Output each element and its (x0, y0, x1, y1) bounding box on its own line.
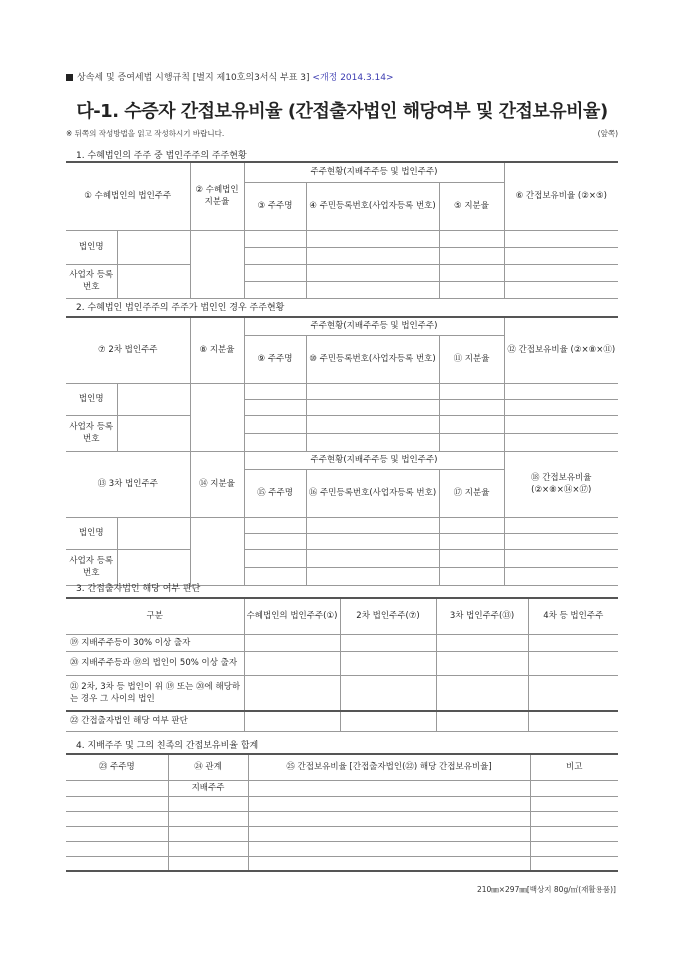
reg-number-input[interactable] (117, 415, 190, 451)
cell[interactable] (306, 415, 439, 433)
row-corp-name: 법인명 (66, 230, 117, 264)
cell[interactable] (244, 517, 306, 533)
col-group-shareholders: 주주현황(지배주주등 및 법인주주) (244, 162, 504, 182)
cell[interactable] (66, 780, 168, 796)
ratio-input[interactable] (190, 230, 244, 298)
cell[interactable] (436, 675, 528, 711)
cell[interactable] (530, 796, 618, 811)
cell[interactable] (244, 247, 306, 264)
col-corp-shareholder: ① 수혜법인의 법인주주 (66, 162, 190, 230)
cell[interactable] (244, 711, 340, 731)
col-3rd-corp: 3차 법인주주(⑬) (436, 598, 528, 634)
cell[interactable] (244, 533, 306, 549)
cell[interactable] (436, 711, 528, 731)
cell[interactable] (66, 796, 168, 811)
cell[interactable] (439, 517, 504, 533)
reg-number-input[interactable] (117, 549, 190, 585)
cell[interactable] (248, 826, 530, 841)
section-2-table (66, 316, 618, 586)
row-reg-number: 사업자 등록번호 (66, 264, 117, 298)
cell[interactable] (436, 634, 528, 651)
cell[interactable] (436, 651, 528, 675)
cell[interactable] (439, 281, 504, 298)
cell[interactable] (248, 856, 530, 871)
col-ratio: ⑤ 지분율 (439, 182, 504, 230)
cell[interactable] (244, 651, 340, 675)
section-3-table (66, 597, 618, 732)
corp-name-input[interactable] (117, 383, 190, 415)
ratio-input[interactable] (190, 517, 244, 585)
cell[interactable] (244, 264, 306, 281)
cell[interactable] (244, 675, 340, 711)
cell[interactable] (244, 383, 306, 399)
instruction-note: ※ 뒤쪽의 작성방법을 읽고 작성하시기 바랍니다. (66, 129, 225, 138)
row-criteria-20: ⑳ 지배주주등과 ⑲의 법인이 50% 이상 출자 (66, 651, 244, 675)
ratio-input[interactable] (190, 383, 244, 451)
cell[interactable] (306, 533, 439, 549)
cell[interactable] (439, 383, 504, 399)
col-share-ratio: ② 수혜법인 지분율 (190, 162, 244, 230)
col-2nd-shareholder: ⑦ 2차 법인주주 (66, 317, 190, 383)
cell[interactable] (504, 549, 618, 567)
cell[interactable] (66, 826, 168, 841)
cell[interactable] (504, 247, 618, 264)
row-criteria-22: ㉒ 간접출자법인 해당 여부 판단 (66, 711, 244, 731)
col-3rd-ratio: ⑭ 지분율 (190, 451, 244, 517)
cell[interactable] (66, 811, 168, 826)
cell[interactable] (168, 841, 248, 856)
cell[interactable] (248, 796, 530, 811)
cell[interactable] (439, 399, 504, 415)
cell[interactable] (504, 230, 618, 247)
col-category: 구분 (66, 598, 244, 634)
cell[interactable] (168, 826, 248, 841)
paper-spec: 210㎜×297㎜[백상지 80g/㎡(재활용품)] (476, 885, 616, 894)
cell[interactable] (504, 533, 618, 549)
cell[interactable] (306, 433, 439, 451)
section-3-heading: 3. 간접출자법인 해당 여부 판단 (76, 584, 201, 594)
cell[interactable] (168, 796, 248, 811)
cell[interactable] (168, 811, 248, 826)
col-reg-number: ⑯ 주민등록번호(사업자등록 번호) (306, 469, 439, 517)
cell[interactable] (439, 533, 504, 549)
cell[interactable] (306, 567, 439, 585)
cell[interactable] (248, 780, 530, 796)
col-shareholder-name: ⑨ 주주명 (244, 335, 306, 383)
section-2-heading: 2. 수혜법인 법인주주의 주주가 법인인 경우 주주현황 (76, 303, 285, 313)
col-2nd-ratio: ⑧ 지분율 (190, 317, 244, 383)
col-3rd-shareholder: ⑬ 3차 법인주주 (66, 451, 190, 517)
cell[interactable] (504, 517, 618, 533)
section-4-heading: 4. 지배주주 및 그의 친족의 간접보유비율 합계 (76, 741, 259, 751)
relation-controlling: 지배주주 (168, 780, 248, 796)
form-header (66, 70, 394, 83)
row-corp-name: 법인명 (66, 517, 117, 549)
cell[interactable] (504, 281, 618, 298)
col-shareholder-name: ⑮ 주주명 (244, 469, 306, 517)
col-indirect-ratio-2: ⑫ 간접보유비율 (②×⑧×⑪) (504, 317, 618, 383)
row-criteria-21: ㉑ 2차, 3차 등 법인이 위 ⑲ 또는 ⑳에 해당하는 경우 그 사이의 법인 (66, 675, 244, 711)
cell[interactable] (66, 841, 168, 856)
cell[interactable] (66, 856, 168, 871)
col-reg-number: ④ 주민등록번호(사업자등록 번호) (306, 182, 439, 230)
cell[interactable] (306, 264, 439, 281)
cell[interactable] (530, 856, 618, 871)
cell[interactable] (528, 651, 618, 675)
cell[interactable] (530, 841, 618, 856)
section-1-heading: 1. 수혜법인의 주주 중 법인주주의 주주현황 (76, 151, 247, 161)
cell[interactable] (306, 281, 439, 298)
cell[interactable] (504, 383, 618, 399)
row-reg-number: 사업자 등록번호 (66, 415, 117, 451)
col-indirect-ratio-sum: ㉕ 간접보유비율 [간접출자법인(㉒) 해당 간접보유비율] (248, 754, 530, 780)
form-reference: 상속세 및 증여세법 시행규칙 [별지 제10호의3서식 부표 3] (77, 73, 310, 83)
cell[interactable] (340, 651, 436, 675)
cell[interactable] (244, 415, 306, 433)
cell[interactable] (340, 711, 436, 731)
row-criteria-19: ⑲ 지배주주등이 30% 이상 출자 (66, 634, 244, 651)
cell[interactable] (504, 433, 618, 451)
cell[interactable] (504, 264, 618, 281)
cell[interactable] (530, 780, 618, 796)
cell[interactable] (244, 281, 306, 298)
cell[interactable] (248, 841, 530, 856)
cell[interactable] (439, 567, 504, 585)
row-reg-number: 사업자 등록번호 (66, 549, 117, 585)
cell[interactable] (168, 856, 248, 871)
cell[interactable] (528, 675, 618, 711)
cell[interactable] (530, 811, 618, 826)
cell[interactable] (244, 567, 306, 585)
cell[interactable] (439, 247, 504, 264)
cell[interactable] (439, 415, 504, 433)
cell[interactable] (306, 383, 439, 399)
cell[interactable] (439, 230, 504, 247)
col-relation: ㉔ 관계 (168, 754, 248, 780)
col-reg-number: ⑩ 주민등록번호(사업자등록 번호) (306, 335, 439, 383)
cell[interactable] (530, 826, 618, 841)
cell[interactable] (244, 549, 306, 567)
cell[interactable] (248, 811, 530, 826)
cell[interactable] (306, 399, 439, 415)
col-shareholder-name: ③ 주주명 (244, 182, 306, 230)
col-ratio: ⑰ 지분율 (439, 469, 504, 517)
col-4th-corp: 4차 등 법인주주 (528, 598, 618, 634)
cell[interactable] (439, 264, 504, 281)
col-2nd-corp: 2차 법인주주(⑦) (340, 598, 436, 634)
col-beneficiary-shareholder: 수혜법인의 법인주주(①) (244, 598, 340, 634)
cell[interactable] (439, 549, 504, 567)
reg-number-input[interactable] (117, 264, 190, 298)
cell[interactable] (340, 675, 436, 711)
section-1-table (66, 161, 618, 299)
page-side: (앞쪽) (597, 129, 618, 138)
row-corp-name: 법인명 (66, 383, 117, 415)
col-indirect-ratio: ⑥ 간접보유비율 (②×⑤) (504, 162, 618, 230)
cell[interactable] (244, 634, 340, 651)
corp-name-input[interactable] (117, 230, 190, 264)
col-group-shareholders: 주주현황(지배주주등 및 법인주주) (244, 317, 504, 335)
cell[interactable] (244, 230, 306, 247)
cell[interactable] (528, 634, 618, 651)
revision-date: <개정 2014.3.14> (312, 73, 394, 83)
cell[interactable] (306, 230, 439, 247)
cell[interactable] (504, 415, 618, 433)
cell[interactable] (244, 399, 306, 415)
col-remarks: 비고 (530, 754, 618, 780)
cell[interactable] (504, 567, 618, 585)
section-4-table (66, 753, 618, 872)
cell[interactable] (504, 399, 618, 415)
corp-name-input[interactable] (117, 517, 190, 549)
col-group-shareholders: 주주현황(지배주주등 및 법인주주) (244, 451, 504, 469)
cell[interactable] (340, 634, 436, 651)
cell[interactable] (439, 433, 504, 451)
cell[interactable] (306, 517, 439, 533)
cell[interactable] (244, 433, 306, 451)
col-ratio: ⑪ 지분율 (439, 335, 504, 383)
col-indirect-ratio-3: ⑱ 간접보유비율 (②×⑧×⑭×⑰) (504, 451, 618, 517)
cell[interactable] (306, 247, 439, 264)
page-title: 다-1. 수증자 간접보유비율 (간접출자법인 해당여부 및 간접보유비율) (76, 101, 608, 122)
square-bullet-icon (66, 74, 73, 81)
cell[interactable] (306, 549, 439, 567)
col-shareholder-name: ㉓ 주주명 (66, 754, 168, 780)
cell[interactable] (528, 711, 618, 731)
